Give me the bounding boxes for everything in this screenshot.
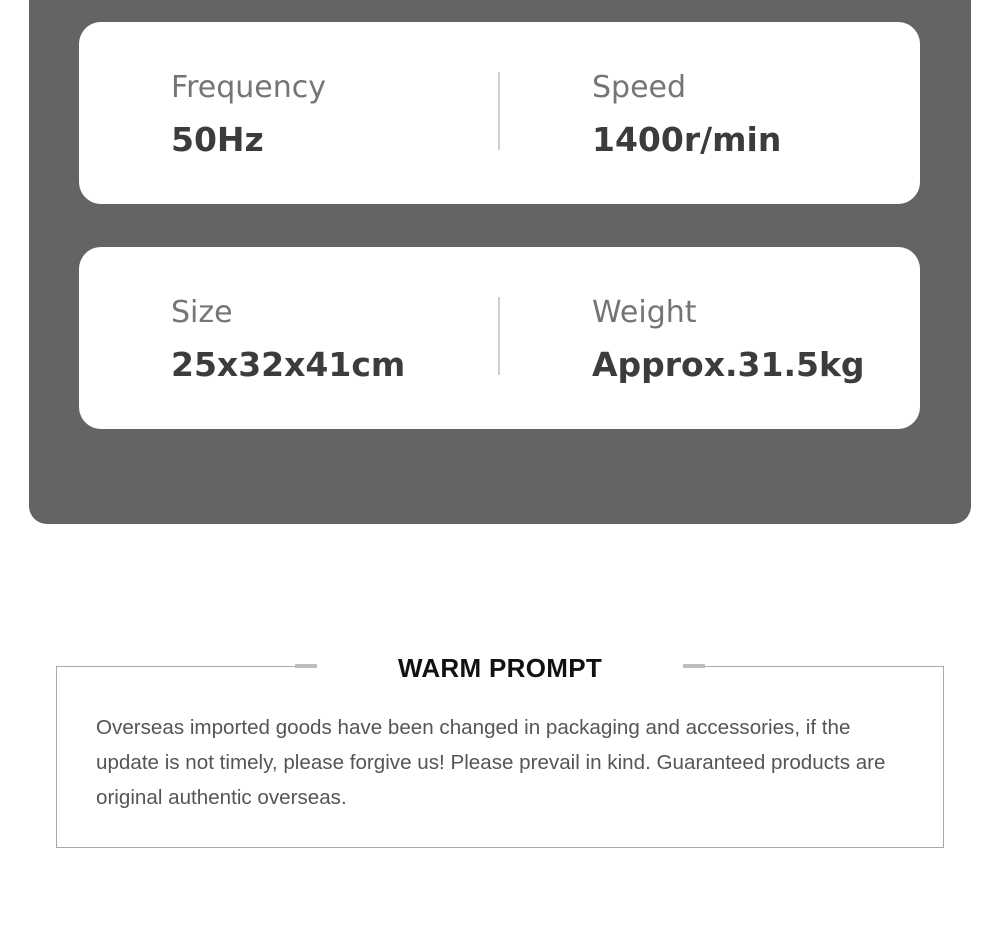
spec-speed <box>592 70 781 160</box>
spec-label: Weight <box>592 295 697 330</box>
spec-card-size-weight <box>79 247 920 429</box>
title-dash-right <box>683 664 705 668</box>
warm-prompt-title: WARM PROMPT <box>397 653 603 683</box>
spec-value: 50Hz <box>171 120 264 159</box>
spec-value: 1400r/min <box>592 120 782 159</box>
spec-divider <box>498 72 500 150</box>
spec-size <box>171 295 405 385</box>
spec-frequency <box>171 70 326 160</box>
spec-value: Approx.31.5kg <box>592 345 865 384</box>
spec-label: Size <box>171 295 233 330</box>
spec-value: 25x32x41cm <box>171 345 406 384</box>
spec-card-frequency-speed <box>79 22 920 204</box>
spec-divider <box>498 297 500 375</box>
spec-weight <box>592 295 865 385</box>
spec-label: Speed <box>592 70 687 105</box>
title-dash-left <box>295 664 317 668</box>
warm-prompt-text: Overseas imported goods have been changed in packaging and accessories, if the update is not timely, please forgive us! Please prevail in kind. Guaranteed products are original authentic overseas. <box>96 716 886 809</box>
spec-label: Frequency <box>171 70 326 105</box>
